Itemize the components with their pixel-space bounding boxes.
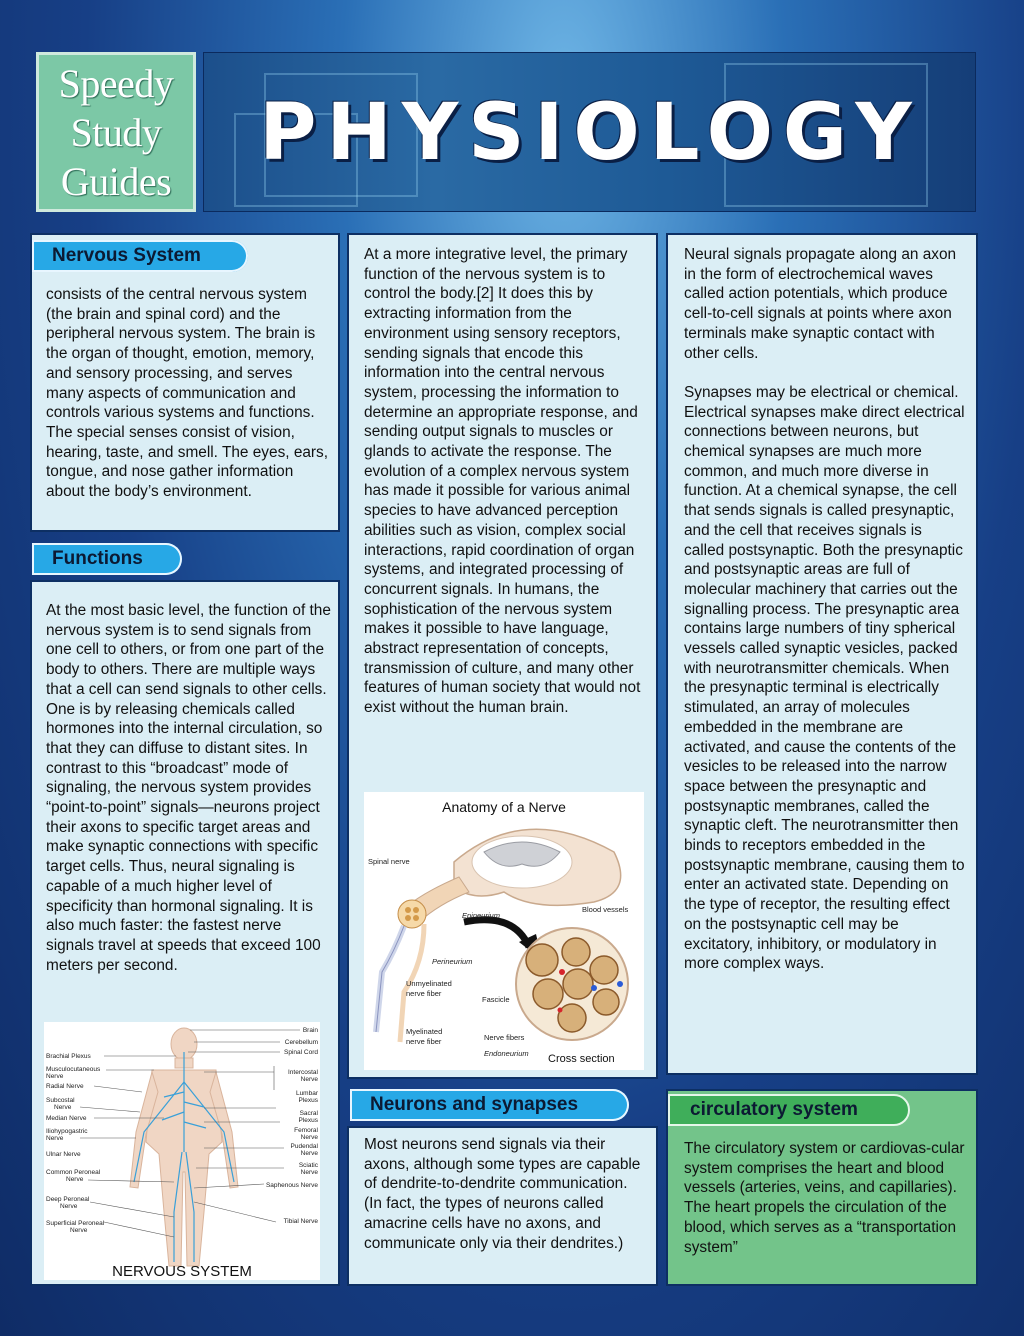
label-iliohypogastric: Iliohypogastric xyxy=(46,1128,88,1135)
label-femoral-2: Nerve xyxy=(300,1134,318,1141)
neurons-heading: Neurons and synapses xyxy=(350,1089,629,1121)
label-blood-vessels: Blood vessels xyxy=(582,905,629,914)
label-pudendal-2: Nerve xyxy=(300,1150,318,1157)
logo-line-2: Study xyxy=(70,109,162,155)
label-radial-nerve: Radial Nerve xyxy=(46,1083,84,1090)
label-tibial: Tibial Nerve xyxy=(283,1218,318,1225)
label-ulnar-nerve: Ulnar Nerve xyxy=(46,1151,81,1158)
nervous-system-text: consists of the central nervous system (the brain and spinal cord) and the peripheral nervous system. The brain is the organ of thought, emotion, memory, and sensory processing, and serves many aspects of communication and controls various systems and functions. The special senses consist of vision, hearing, taste, and smell. The eyes, ears, tongue, and nose gather information about the body’s environment. xyxy=(46,286,329,501)
label-myelinated-2: nerve fiber xyxy=(406,1037,442,1046)
integrative-text: At a more integrative level, the primary function of the nervous system is to control the body.[2] It does this by extracting information from the environment using sensory receptors, sending signals that encode this information into the central nervous system, processing the information to determine an appropriate response, and sending output signals to muscles or glands to activate the response. The evolution of a complex nervous system has made it possible for various animal species to have advanced perception abilities such as vision, complex social interactions, rapid coordination of organ systems, and integrated processing of concurrent signals. In humans, the sophistication of the nervous system makes it possible to have language, abstract representation of concepts, transmission of culture, and many other features of human society that would not exist without the human brain. xyxy=(364,246,641,717)
signals-paragraph-2: Synapses may be electrical or chemical. Electrical synapses make direct electrical connections between neurons, but chemical synapses are much more common, and much more diverse in function. At a chemical synapse, the cell that sends signals is called presynaptic, and the cell that receives signals is called postsynaptic. Both the presynaptic and postsynaptic areas are full of molecular machinery that carries out the signalling process. The presynaptic area contains large numbers of tiny spherical vessels called synaptic vesicles, packed with neurotransmitter chemicals. When the presynaptic terminal is electrically stimulated, an array of molecules embedded in the membrane are activated, and cause the contents of the vesicles to be released into the narrow space between the presynaptic and postsynaptic membranes, called the synaptic cleft. The neurotransmitter then binds to receptors embedded in the postsynaptic membrane, causing them to enter an activated state. Depending on the type of receptor, the resulting effect on the postsynaptic cell may be excitatory, inhibitory, or modulatory in more complex ways. xyxy=(684,383,965,973)
label-musculocutaneous: Musculocutaneous xyxy=(46,1066,101,1073)
label-sacral: Sacral xyxy=(299,1110,318,1117)
circulatory-heading: circulatory system xyxy=(668,1094,910,1126)
logo-line-3: Guides xyxy=(60,158,172,204)
label-epineurium: Epineurium xyxy=(462,911,500,920)
neurons-text: Most neurons send signals via their axons, although some types are capable of dendrite-to-dendrite communication. (In fact, the types of neurons called amacrine cells have no axons, and communicate only via their dendrites.) xyxy=(364,1136,641,1252)
label-saphenous: Saphenous Nerve xyxy=(265,1182,318,1189)
page-title: PHYSIOLOGY xyxy=(259,88,922,178)
nervous-system-figure xyxy=(44,1022,320,1280)
label-perineurium: Perineurium xyxy=(432,957,473,966)
label-lumbar-2: Plexus xyxy=(298,1097,318,1104)
functions-heading: Functions xyxy=(32,543,182,575)
spinal-cord-drawing xyxy=(454,829,621,905)
body-labels xyxy=(46,1053,105,1234)
logo-line-1: Speedy xyxy=(58,60,174,106)
label-fascicle: Fascicle xyxy=(482,995,510,1004)
cross-section-drawing xyxy=(516,928,628,1040)
label-unmyelinated: Unmyelinated xyxy=(406,979,452,988)
label-iliohypogastric-2: Nerve xyxy=(46,1135,64,1142)
arrow-icon xyxy=(464,920,529,947)
label-myelinated: Myelinated xyxy=(406,1027,443,1036)
label-endoneurium: Endoneurium xyxy=(484,1049,529,1058)
label-sciatic-2: Nerve xyxy=(300,1169,318,1176)
label-sciatic: Sciatic xyxy=(298,1162,318,1169)
logo xyxy=(36,52,196,212)
label-brachial-plexus: Brachial Plexus xyxy=(46,1053,91,1060)
label-subcostal-2: Nerve xyxy=(54,1104,72,1111)
label-intercostal: Intercostal xyxy=(288,1069,318,1076)
label-brain: Brain xyxy=(302,1027,318,1034)
label-musculocutaneous-2: Nerve xyxy=(46,1073,64,1080)
circulatory-text: The circulatory system or cardiovas-cular system comprises the heart and blood vessels (arteries, veins, and capillaries). The heart propels the circulation of the blood, which serves as a “transportation system” xyxy=(684,1140,965,1256)
label-subcostal: Subcostal xyxy=(46,1097,75,1104)
label-nerve-fibers: Nerve fibers xyxy=(484,1033,525,1042)
label-spinal-nerve: Spinal nerve xyxy=(368,857,410,866)
label-deep-peroneal-2: Nerve xyxy=(60,1203,78,1210)
label-intercostal-2: Nerve xyxy=(300,1076,318,1083)
nerve-anatomy-figure xyxy=(364,792,644,1070)
label-median-nerve: Median Nerve xyxy=(46,1115,87,1122)
label-femoral: Femoral xyxy=(294,1127,318,1134)
label-lumbar: Lumbar xyxy=(295,1090,318,1097)
title-banner xyxy=(203,52,976,212)
signals-text xyxy=(684,245,966,974)
nerve-anatomy-svg xyxy=(364,792,644,1070)
label-unmyelinated-2: nerve fiber xyxy=(406,989,442,998)
label-spinal-cord: Spinal Cord xyxy=(284,1049,318,1056)
label-cross-section: Cross section xyxy=(548,1053,615,1065)
label-common-peroneal-2: Nerve xyxy=(66,1176,84,1183)
functions-text: At the most basic level, the function of the nervous system is to send signals from one cell to others, or from one part of the body to others. There are multiple ways that a cell can send signals to other cells. One is by releasing chemicals called hormones into the internal circulation, so that they can diffuse to distant sites. In contrast to this “broadcast” mode of signaling, the nervous system provides “point-to-point” signals—neurons project their axons to specific target areas and make synaptic connections with specific target cells. Thus, neural signaling is capable of a much higher level of specificity than hormonal signaling. It is also much faster: the fastest nerve signals travel at speeds that exceed 100 meters per second. xyxy=(46,602,331,974)
label-deep-peroneal: Deep Peroneal xyxy=(46,1196,90,1203)
nervous-system-svg xyxy=(44,1022,320,1280)
label-pudendal: Pudendal xyxy=(290,1143,318,1150)
label-superficial-peroneal-2: Nerve xyxy=(70,1227,88,1234)
body-labels-right xyxy=(266,1027,319,1225)
nerve-figure-title: Anatomy of a Nerve xyxy=(442,799,566,815)
label-superficial-peroneal: Superficial Peroneal xyxy=(46,1220,105,1227)
nervous-system-heading: Nervous System xyxy=(32,240,248,272)
signals-paragraph-1: Neural signals propagate along an axon in the form of electrochemical waves called action potentials, which produce cell-to-cell signals at points where axon terminals make synaptic contact with other cells. xyxy=(684,246,957,362)
label-cerebellum: Cerebellum xyxy=(284,1039,318,1046)
figure-caption: NERVOUS SYSTEM xyxy=(112,1263,252,1280)
label-sacral-2: Plexus xyxy=(298,1117,318,1124)
label-common-peroneal: Common Peroneal xyxy=(46,1169,101,1176)
